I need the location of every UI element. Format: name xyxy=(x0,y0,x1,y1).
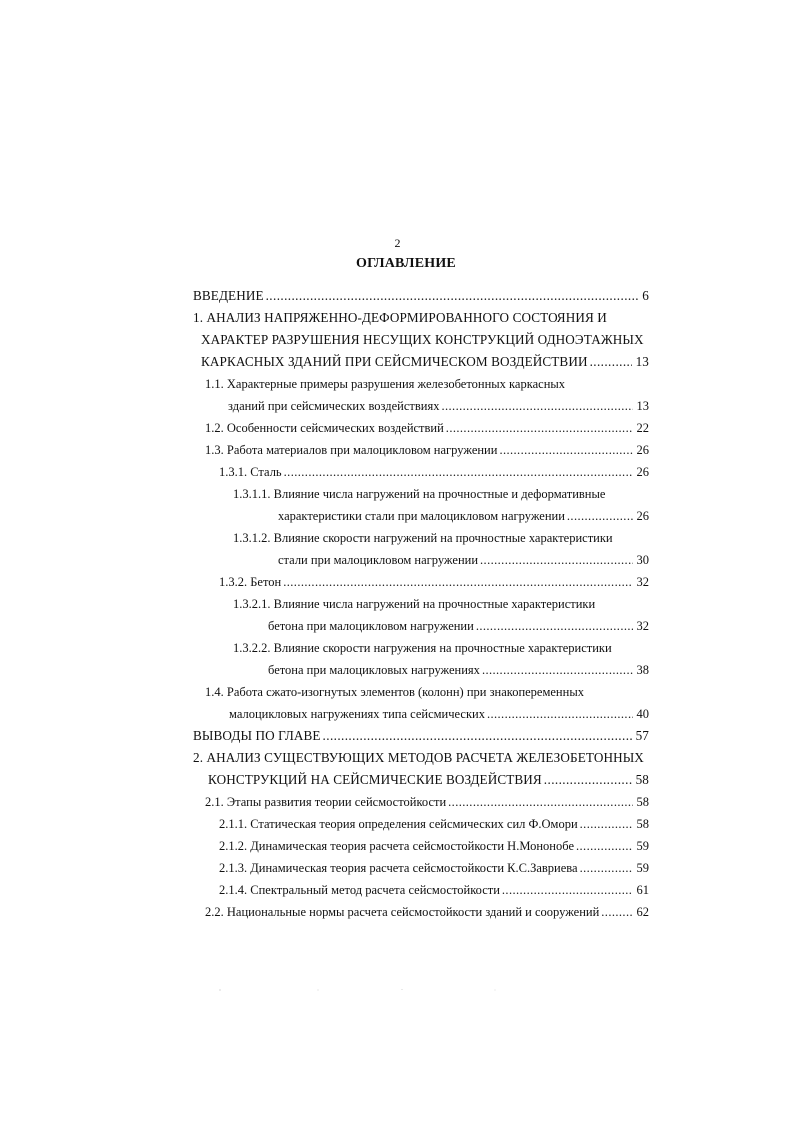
toc-entry-page: 62 xyxy=(636,905,649,919)
toc-entry-2-2 xyxy=(205,901,649,923)
toc-entry-title: 1.3.2. Бетон xyxy=(219,575,282,589)
toc-entry-1-3 xyxy=(205,439,649,461)
toc-entry-title: 1.2. Особенности сейсмических воздействий xyxy=(205,421,444,435)
toc-entry-title: 2.1.2. Динамическая теория расчета сейсмостойкости Н.Мононобе xyxy=(219,839,574,853)
toc-entry-1-3-1-1-line-1: 1.3.1.1. Влияние числа нагружений на прочностные и деформативные xyxy=(233,487,606,501)
toc-entry-title: зданий при сейсмических воздействиях xyxy=(228,399,440,413)
toc-entry-page: 6 xyxy=(642,288,649,303)
toc-entry-1-3-1-2-line-1: 1.3.1.2. Влияние скорости нагружений на прочностные характеристики xyxy=(233,531,613,545)
toc-entry-introduction xyxy=(193,285,649,307)
toc-entry-page: 58 xyxy=(636,817,649,831)
toc-entry-chapter-2-line-1: 2. АНАЛИЗ СУЩЕСТВУЮЩИХ МЕТОДОВ РАСЧЕТА ЖЕЛЕЗОБЕТОННЫХ xyxy=(193,750,644,765)
toc-entry-title: 1.3.1. Сталь xyxy=(219,465,282,479)
toc-entry-2-1-2 xyxy=(219,835,649,857)
toc-entry-1-4-line-1: 1.4. Работа сжато-изогнутых элементов (колонн) при знакопеременных xyxy=(205,685,584,699)
toc-entry-1-3-2-2-line-1: 1.3.2.2. Влияние скорости нагружения на прочностные характеристики xyxy=(233,641,612,655)
toc-entry-title: ВЫВОДЫ ПО ГЛАВЕ xyxy=(193,728,321,743)
toc-entry-1-3-1-1 xyxy=(278,505,649,527)
toc-entry-title: 2.2. Национальные нормы расчета сейсмостойкости зданий и сооружений xyxy=(205,905,600,919)
toc-entry-1-3-1-2 xyxy=(278,549,649,571)
toc-entry-page: 57 xyxy=(635,728,649,743)
toc-entry-2-1 xyxy=(205,791,649,813)
toc-leader-dots xyxy=(482,659,633,681)
toc-entry-chapter-1-line-2: ХАРАКТЕР РАЗРУШЕНИЯ НЕСУЩИХ КОНСТРУКЦИЙ ОДНОЭТАЖНЫХ xyxy=(201,332,644,347)
toc-leader-dots xyxy=(590,351,632,373)
toc-entry-1-1 xyxy=(228,395,649,417)
toc-entry-2-1-3 xyxy=(219,857,649,879)
toc-leader-dots xyxy=(480,549,632,571)
toc-entry-page: 58 xyxy=(635,772,649,787)
toc-entry-page: 26 xyxy=(636,443,649,457)
toc-entry-page: 26 xyxy=(636,509,649,523)
toc-entry-page: 32 xyxy=(636,575,649,589)
toc-entry-page: 32 xyxy=(636,619,649,633)
toc-leader-dots xyxy=(283,571,632,593)
page-title: ОГЛАВЛЕНИЕ xyxy=(356,256,456,271)
toc-entry-title: 2.1. Этапы развития теории сейсмостойкости xyxy=(205,795,447,809)
toc-entry-page: 22 xyxy=(636,421,649,435)
toc-entry-page: 13 xyxy=(635,354,649,369)
toc-entry-1-4 xyxy=(229,703,649,725)
toc-entry-1-2 xyxy=(205,417,649,439)
toc-entry-title: КАРКАСНЫХ ЗДАНИЙ ПРИ СЕЙСМИЧЕСКОМ ВОЗДЕЙСТВИИ xyxy=(201,354,588,369)
toc-entry-page: 59 xyxy=(636,839,649,853)
toc-entry-1-3-2-2 xyxy=(268,659,649,681)
toc-leader-dots xyxy=(567,505,633,527)
toc-entry-chapter-1-line-1: 1. АНАЛИЗ НАПРЯЖЕННО-ДЕФОРМИРОВАННОГО СОСТОЯНИЯ И xyxy=(193,310,607,325)
toc-entry-page: 13 xyxy=(636,399,649,413)
toc-leader-dots xyxy=(502,879,633,901)
toc-entry-chapter-1 xyxy=(201,351,649,373)
toc-entry-title: ВВЕДЕНИЕ xyxy=(193,288,264,303)
toc-entry-title: малоцикловых нагружениях типа сейсмических xyxy=(229,707,485,721)
toc-leader-dots xyxy=(476,615,633,637)
toc-entry-page: 30 xyxy=(636,553,649,567)
page-number: 2 xyxy=(394,236,401,250)
toc-leader-dots xyxy=(580,813,633,835)
toc-leader-dots xyxy=(284,461,633,483)
toc-entry-conclusions xyxy=(193,725,649,747)
toc-entry-title: 2.1.1. Статическая теория определения сейсмических сил Ф.Омори xyxy=(219,817,578,831)
toc-entry-title: бетона при малоцикловых нагружениях xyxy=(268,663,480,677)
toc-entry-title: стали при малоцикловом нагружении xyxy=(278,553,479,567)
toc-entry-2-1-1 xyxy=(219,813,649,835)
toc-entry-page: 26 xyxy=(636,465,649,479)
toc-entry-title: 2.1.4. Спектральный метод расчета сейсмостойкости xyxy=(219,883,500,897)
toc-leader-dots xyxy=(448,791,632,813)
toc-entry-2-1-4 xyxy=(219,879,649,901)
toc-leader-dots xyxy=(580,857,633,879)
scan-specks xyxy=(190,988,610,992)
toc-leader-dots xyxy=(446,417,633,439)
toc-leader-dots xyxy=(544,769,632,791)
toc-entry-1-3-2-1-line-1: 1.3.2.1. Влияние числа нагружений на прочностные характеристики xyxy=(233,597,596,611)
toc-entry-page: 61 xyxy=(636,883,649,897)
toc-entry-chapter-2 xyxy=(208,769,649,791)
toc-leader-dots xyxy=(487,703,633,725)
toc-leader-dots xyxy=(323,725,632,747)
toc-entry-title: 2.1.3. Динамическая теория расчета сейсмостойкости К.С.Завриева xyxy=(219,861,578,875)
toc-entry-1-3-2-1 xyxy=(268,615,649,637)
toc-leader-dots xyxy=(499,439,632,461)
toc-entry-page: 38 xyxy=(636,663,649,677)
toc-entry-1-3-2 xyxy=(219,571,649,593)
toc-entry-page: 58 xyxy=(636,795,649,809)
toc-entry-page: 40 xyxy=(636,707,649,721)
toc-leader-dots xyxy=(441,395,632,417)
toc-entry-page: 59 xyxy=(636,861,649,875)
toc-leader-dots xyxy=(266,285,639,307)
toc-entry-title: характеристики стали при малоцикловом нагружении xyxy=(278,509,565,523)
toc-entry-1-1-line-1: 1.1. Характерные примеры разрушения железобетонных каркасных xyxy=(205,377,566,391)
toc-entry-title: бетона при малоцикловом нагружении xyxy=(268,619,474,633)
toc-entry-title: КОНСТРУКЦИЙ НА СЕЙСМИЧЕСКИЕ ВОЗДЕЙСТВИЯ xyxy=(208,772,542,787)
toc-leader-dots xyxy=(601,901,632,923)
toc-entry-title: 1.3. Работа материалов при малоцикловом нагружении xyxy=(205,443,498,457)
toc-entry-1-3-1 xyxy=(219,461,649,483)
toc-leader-dots xyxy=(576,835,633,857)
